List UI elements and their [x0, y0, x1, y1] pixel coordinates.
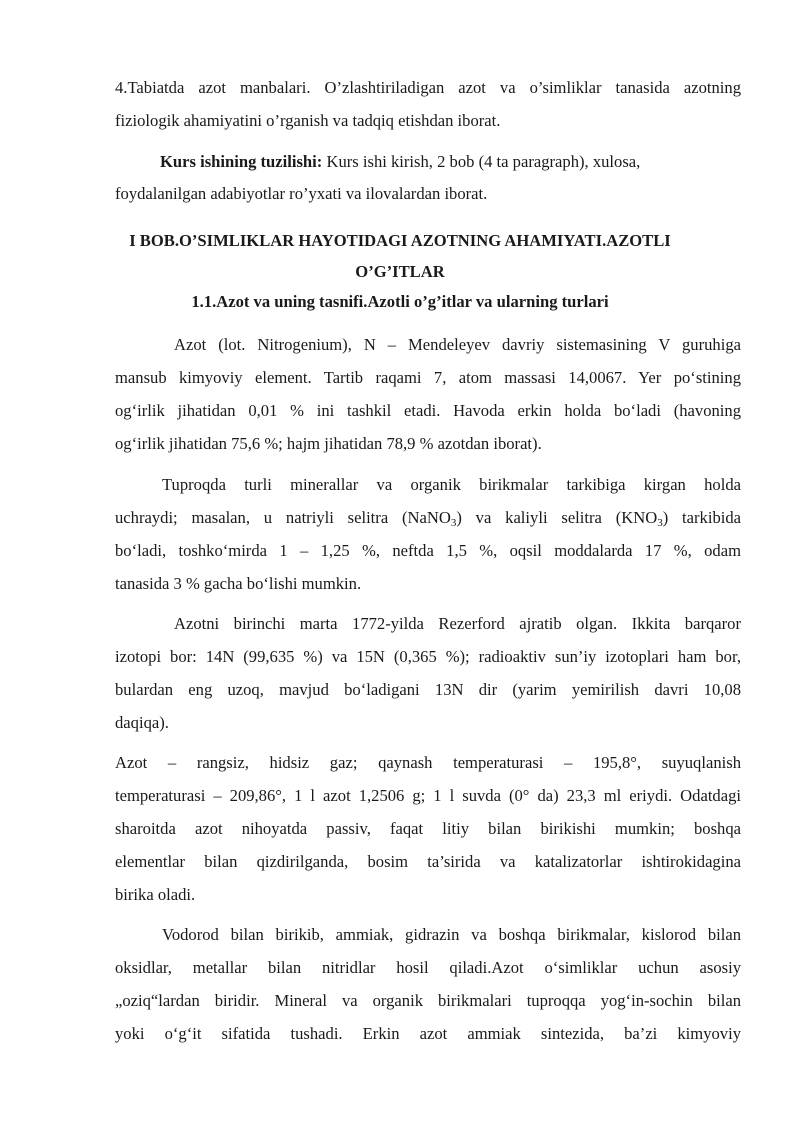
p5-line1: Vodorod bilan birikib, ammiak, gidrazin va boshqa birikmalar, kislorod bilan [162, 925, 741, 944]
p2-line3: bo‘ladi, toshko‘mirda 1 – 1,25 %, neftda 1,5 %, oqsil moddalarda 17 %, odam [115, 541, 741, 560]
p5-line2: oksidlar, metallar bilan nitridlar hosil qiladi.Azot o‘simliklar uchun asosiy [115, 958, 741, 977]
p2-line2-a: uchraydi; masalan, u natriyli selitra (NaNO [115, 508, 451, 527]
p1-line1: Azot (lot. Nitrogenium), N – Mendeleyev davriy sistemasining V guruhiga [174, 335, 741, 354]
p3-line1: Azotni birinchi marta 1772-yilda Rezerford ajratib olgan. Ikkita barqaror [174, 614, 741, 633]
structure-label: Kurs ishining tuzilishi: [160, 152, 323, 171]
p2-line2 [115, 508, 741, 528]
p1-line3: og‘irlik jihatidan 0,01 % ini tashkil etadi. Havoda erkin holda bo‘ladi (havoning [115, 401, 741, 420]
p4-line5: birika oladi. [115, 885, 196, 904]
p1-line4: og‘irlik jihatidan 75,6 %; hajm jihatidan 78,9 % azotdan iborat). [115, 434, 542, 453]
p4-line2: temperaturasi – 209,86°, 1 l azot 1,2506 g; 1 l suvda (0° da) 23,3 ml eriydi. Odatdagi [115, 786, 741, 805]
p3-line3: bulardan eng uzoq, mavjud bo‘ladigani 13N dir (yarim yemirilish davri 10,08 [115, 680, 741, 699]
p2-line2-c: ) tarkibida [662, 508, 742, 527]
chapter-title-line1: I BOB.O’SIMLIKLAR HAYOTIDAGI AZOTNING AHAMIYATI.AZOTLI [129, 231, 671, 250]
intro-item4-line1: 4.Tabiatda azot manbalari. O’zlashtiriladigan azot va o’simliklar tanasida azotning [115, 78, 741, 97]
structure-line2: foydalanilgan adabiyotlar ro’yxati va ilovalardan iborat. [115, 184, 488, 203]
p2-line1: Tuproqda turli minerallar va organik birikmalar tarkibiga kirgan holda [162, 475, 741, 494]
structure-line1-rest: Kurs ishi kirish, 2 bob (4 ta paragraph), xulosa, [322, 152, 641, 171]
p2-line4: tanasida 3 % gacha bo‘lishi mumkin. [115, 574, 362, 593]
p2-line2-sub1: 3 [450, 517, 457, 529]
p4-line1: Azot – rangsiz, hidsiz gaz; qaynash temperaturasi – 195,8°, suyuqlanish [115, 753, 741, 772]
p3-line4: daqiqa). [115, 713, 169, 732]
chapter-title-line2: O’G’ITLAR [355, 262, 445, 281]
section-title: 1.1.Azot va uning tasnifi.Azotli o’g’itlar va ularning turlari [191, 292, 609, 311]
p4-line4: elementlar bilan qizdirilganda, bosim ta’sirida va katalizatorlar ishtirokidagina [115, 852, 741, 871]
p2-line2-sub2: 3 [657, 517, 663, 529]
structure-line1 [160, 152, 640, 172]
intro-item4-line2: fiziologik ahamiyatini o’rganish va tadqiq etishdan iborat. [115, 111, 501, 130]
p2-line2-b: ) va kaliyli selitra (KNO [456, 508, 658, 527]
p5-line3: „oziq“lardan biridir. Mineral va organik birikmalari tuproqqa yog‘in-sochin bilan [115, 991, 741, 1010]
p1-line2: mansub kimyoviy element. Tartib raqami 7, atom massasi 14,0067. Yer po‘stining [115, 368, 741, 387]
p3-line2: izotopi bor: 14N (99,635 %) va 15N (0,365 %); radioaktiv sun’iy izotoplari ham bor, [115, 647, 741, 666]
p5-line4: yoki o‘g‘it sifatida tushadi. Erkin azot ammiak sintezida, ba’zi kimyoviy [115, 1024, 741, 1043]
p4-line3: sharoitda azot nihoyatda passiv, faqat litiy bilan birikishi mumkin; boshqa [115, 819, 741, 838]
